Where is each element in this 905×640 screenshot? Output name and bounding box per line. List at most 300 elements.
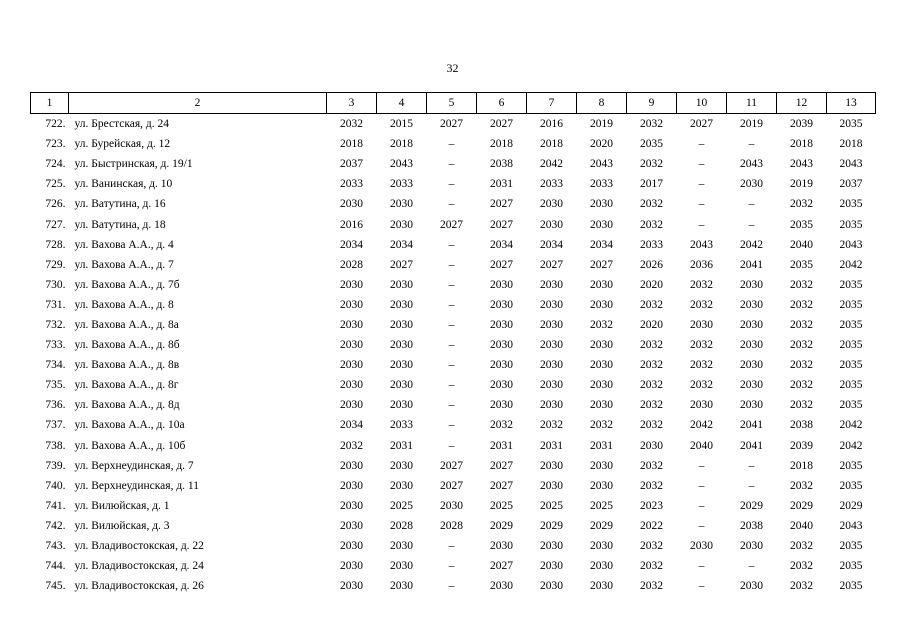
year-cell: 2034 bbox=[590, 238, 613, 251]
year-cell: 2042 bbox=[740, 238, 763, 251]
year-cell: 2018 bbox=[839, 138, 863, 151]
year-cell: 2030 bbox=[590, 540, 613, 553]
year-cell: 2032 bbox=[640, 158, 663, 171]
page-number: 32 bbox=[446, 61, 459, 75]
year-cell: 2041 bbox=[740, 258, 763, 271]
year-cell: 2015 bbox=[390, 118, 413, 131]
year-cell: 2032 bbox=[790, 339, 813, 352]
year-cell: 2040 bbox=[790, 238, 813, 251]
address-cell: ул. Вахова А.А., д. 8д bbox=[74, 399, 180, 412]
year-cell: 2032 bbox=[790, 479, 813, 492]
year-cell: 2030 bbox=[540, 318, 563, 331]
table-row bbox=[31, 154, 876, 174]
year-cell: 2037 bbox=[839, 178, 863, 191]
year-cell: 2043 bbox=[839, 519, 863, 532]
year-cell: 2030 bbox=[740, 178, 763, 191]
year-cell: 2032 bbox=[790, 560, 813, 573]
year-cell: 2038 bbox=[790, 419, 813, 432]
year-cell: – bbox=[448, 540, 455, 553]
row-number: 725. bbox=[45, 178, 66, 191]
table-row bbox=[31, 415, 876, 435]
year-cell: 2037 bbox=[340, 158, 363, 171]
year-cell: 2032 bbox=[640, 298, 663, 311]
row-number: 733. bbox=[45, 339, 66, 352]
year-cell: 2035 bbox=[839, 298, 863, 311]
year-cell: 2038 bbox=[490, 158, 513, 171]
year-cell: 2032 bbox=[690, 298, 713, 311]
year-cell: 2039 bbox=[790, 439, 813, 452]
year-cell: 2030 bbox=[490, 540, 513, 553]
table-body bbox=[31, 114, 876, 597]
year-cell: 2030 bbox=[490, 298, 513, 311]
year-cell: 2030 bbox=[740, 399, 763, 412]
address-cell: ул. Бурейская, д. 12 bbox=[74, 138, 171, 151]
year-cell: 2043 bbox=[390, 158, 413, 171]
row-number: 741. bbox=[45, 499, 66, 512]
year-cell: 2030 bbox=[740, 540, 763, 553]
year-cell: 2030 bbox=[390, 399, 413, 412]
year-cell: – bbox=[448, 379, 455, 392]
year-cell: 2032 bbox=[640, 540, 663, 553]
year-cell: 2030 bbox=[340, 459, 363, 472]
year-cell: 2042 bbox=[540, 158, 563, 171]
year-cell: 2030 bbox=[740, 580, 763, 593]
address-cell: ул. Вахова А.А., д. 8а bbox=[74, 318, 179, 331]
row-number: 734. bbox=[45, 359, 66, 372]
year-cell: 2030 bbox=[540, 198, 563, 211]
row-number: 727. bbox=[45, 218, 66, 231]
year-cell: 2030 bbox=[390, 560, 413, 573]
year-cell: 2030 bbox=[490, 359, 513, 372]
year-cell: 2028 bbox=[340, 258, 363, 271]
year-cell: 2030 bbox=[590, 278, 613, 291]
year-cell: 2030 bbox=[340, 580, 363, 593]
year-cell: 2035 bbox=[839, 318, 863, 331]
year-cell: 2027 bbox=[390, 258, 413, 271]
year-cell: – bbox=[448, 439, 455, 452]
year-cell: – bbox=[448, 278, 455, 291]
year-cell: 2034 bbox=[340, 238, 363, 251]
year-cell: 2030 bbox=[340, 540, 363, 553]
row-number: 737. bbox=[45, 419, 66, 432]
column-header-2: 2 bbox=[69, 93, 327, 114]
address-cell: ул. Вахова А.А., д. 8 bbox=[74, 298, 174, 311]
year-cell: 2031 bbox=[540, 439, 563, 452]
year-cell: 2030 bbox=[540, 218, 563, 231]
year-cell: 2030 bbox=[590, 459, 613, 472]
year-cell: – bbox=[698, 198, 705, 211]
table-row bbox=[31, 436, 876, 456]
address-cell: ул. Вахова А.А., д. 10б bbox=[74, 439, 186, 452]
year-cell: – bbox=[448, 158, 455, 171]
year-cell: 2033 bbox=[540, 178, 563, 191]
year-cell: 2040 bbox=[790, 519, 813, 532]
row-number: 729. bbox=[45, 258, 66, 271]
year-cell: 2031 bbox=[590, 439, 613, 452]
year-cell: 2032 bbox=[790, 580, 813, 593]
row-number: 745. bbox=[45, 580, 66, 593]
year-cell: – bbox=[448, 580, 455, 593]
year-cell: 2035 bbox=[839, 580, 863, 593]
year-cell: 2029 bbox=[540, 519, 563, 532]
address-cell: ул. Владивостокская, д. 24 bbox=[74, 560, 204, 573]
year-cell: 2030 bbox=[390, 198, 413, 211]
year-cell: 2027 bbox=[490, 198, 513, 211]
row-number: 738. bbox=[45, 439, 66, 452]
year-cell: 2032 bbox=[640, 419, 663, 432]
year-cell: 2031 bbox=[490, 439, 513, 452]
year-cell: 2030 bbox=[390, 580, 413, 593]
year-cell: – bbox=[748, 198, 755, 211]
year-cell: 2030 bbox=[540, 479, 563, 492]
year-cell: 2032 bbox=[640, 198, 663, 211]
year-cell: 2030 bbox=[490, 339, 513, 352]
year-cell: 2030 bbox=[490, 278, 513, 291]
table-row bbox=[31, 395, 876, 415]
year-cell: 2039 bbox=[790, 118, 813, 131]
address-cell: ул. Вахова А.А., д. 8г bbox=[74, 379, 179, 392]
year-cell: 2030 bbox=[740, 278, 763, 291]
year-cell: 2034 bbox=[390, 238, 413, 251]
row-number: 742. bbox=[45, 519, 66, 532]
row-number: 726. bbox=[45, 198, 66, 211]
year-cell: 2032 bbox=[490, 419, 513, 432]
year-cell: 2018 bbox=[790, 459, 813, 472]
year-cell: 2022 bbox=[640, 519, 663, 532]
year-cell: 2030 bbox=[540, 560, 563, 573]
column-header-13: 13 bbox=[827, 93, 876, 114]
table-row bbox=[31, 375, 876, 395]
table-header bbox=[31, 93, 876, 114]
address-cell: ул. Ватутина, д. 18 bbox=[74, 218, 166, 231]
year-cell: 2040 bbox=[690, 439, 713, 452]
table-row bbox=[31, 476, 876, 496]
year-cell: 2043 bbox=[590, 158, 613, 171]
address-cell: ул. Вахова А.А., д. 10а bbox=[74, 419, 185, 432]
year-cell: 2030 bbox=[590, 479, 613, 492]
year-cell: 2031 bbox=[490, 178, 513, 191]
year-cell: 2034 bbox=[490, 238, 513, 251]
year-cell: 2027 bbox=[490, 459, 513, 472]
year-cell: 2043 bbox=[740, 158, 763, 171]
year-cell: 2032 bbox=[640, 560, 663, 573]
year-cell: 2027 bbox=[440, 118, 463, 131]
year-cell: 2020 bbox=[640, 318, 663, 331]
year-cell: 2035 bbox=[790, 258, 813, 271]
year-cell: 2018 bbox=[790, 138, 813, 151]
year-cell: 2030 bbox=[590, 379, 613, 392]
year-cell: 2020 bbox=[590, 138, 613, 151]
year-cell: – bbox=[448, 560, 455, 573]
year-cell: 2030 bbox=[340, 359, 363, 372]
year-cell: 2025 bbox=[590, 499, 613, 512]
year-cell: 2030 bbox=[740, 379, 763, 392]
table-row bbox=[31, 174, 876, 194]
year-cell: 2030 bbox=[340, 399, 363, 412]
column-header-4: 4 bbox=[377, 93, 427, 114]
year-cell: 2029 bbox=[790, 499, 813, 512]
year-cell: 2032 bbox=[590, 419, 613, 432]
year-cell: – bbox=[448, 339, 455, 352]
year-cell: 2030 bbox=[490, 379, 513, 392]
address-cell: ул. Верхнеудинская, д. 7 bbox=[74, 459, 194, 472]
year-cell: 2032 bbox=[790, 540, 813, 553]
table-row bbox=[31, 295, 876, 315]
year-cell: – bbox=[448, 419, 455, 432]
year-cell: 2025 bbox=[390, 499, 413, 512]
table-row bbox=[31, 114, 876, 135]
year-cell: 2030 bbox=[740, 359, 763, 372]
year-cell: 2035 bbox=[790, 218, 813, 231]
address-cell: ул. Владивостокская, д. 26 bbox=[74, 580, 204, 593]
column-header-9: 9 bbox=[627, 93, 677, 114]
year-cell: 2035 bbox=[839, 218, 863, 231]
table-row bbox=[31, 214, 876, 234]
year-cell: 2029 bbox=[590, 519, 613, 532]
year-cell: 2030 bbox=[640, 439, 663, 452]
column-header-6: 6 bbox=[477, 93, 527, 114]
year-cell: 2027 bbox=[590, 258, 613, 271]
address-cell: ул. Брестская, д. 24 bbox=[74, 118, 170, 131]
year-cell: 2027 bbox=[440, 479, 463, 492]
table-row bbox=[31, 194, 876, 214]
year-cell: 2030 bbox=[690, 318, 713, 331]
year-cell: 2030 bbox=[590, 580, 613, 593]
table-row bbox=[31, 576, 876, 596]
year-cell: 2032 bbox=[590, 318, 613, 331]
row-number: 735. bbox=[45, 379, 66, 392]
year-cell: 2030 bbox=[540, 359, 563, 372]
year-cell: 2035 bbox=[839, 459, 863, 472]
year-cell: 2030 bbox=[340, 379, 363, 392]
year-cell: 2036 bbox=[690, 258, 713, 271]
year-cell: 2035 bbox=[640, 138, 663, 151]
year-cell: – bbox=[748, 560, 755, 573]
year-cell: 2019 bbox=[740, 118, 763, 131]
year-cell: 2035 bbox=[839, 339, 863, 352]
year-cell: – bbox=[698, 178, 705, 191]
year-cell: 2042 bbox=[839, 419, 863, 432]
year-cell: 2027 bbox=[440, 218, 463, 231]
year-cell: 2030 bbox=[590, 218, 613, 231]
year-cell: 2033 bbox=[590, 178, 613, 191]
address-cell: ул. Вахова А.А., д. 8в bbox=[74, 359, 180, 372]
year-cell: – bbox=[698, 519, 705, 532]
year-cell: 2034 bbox=[340, 419, 363, 432]
row-number: 722. bbox=[45, 118, 66, 131]
year-cell: 2027 bbox=[490, 118, 513, 131]
year-cell: 2032 bbox=[640, 379, 663, 392]
year-cell: 2043 bbox=[839, 158, 863, 171]
year-cell: 2042 bbox=[839, 439, 863, 452]
column-header-8: 8 bbox=[577, 93, 627, 114]
year-cell: 2030 bbox=[490, 580, 513, 593]
address-cell: ул. Вахова А.А., д. 7б bbox=[74, 278, 180, 291]
year-cell: – bbox=[448, 238, 455, 251]
year-cell: 2017 bbox=[640, 178, 663, 191]
year-cell: 2016 bbox=[340, 218, 363, 231]
year-cell: 2035 bbox=[839, 479, 863, 492]
year-cell: 2032 bbox=[640, 479, 663, 492]
year-cell: 2029 bbox=[839, 499, 863, 512]
year-cell: 2026 bbox=[640, 258, 663, 271]
address-cell: ул. Быстринская, д. 19/1 bbox=[74, 158, 193, 171]
year-cell: 2032 bbox=[340, 439, 363, 452]
address-cell: ул. Вахова А.А., д. 8б bbox=[74, 339, 180, 352]
row-number: 732. bbox=[45, 318, 66, 331]
column-header-12: 12 bbox=[777, 93, 827, 114]
year-cell: 2030 bbox=[540, 580, 563, 593]
schedule-table bbox=[30, 92, 876, 596]
year-cell: 2032 bbox=[640, 359, 663, 372]
year-cell: 2034 bbox=[540, 238, 563, 251]
row-number: 736. bbox=[45, 399, 66, 412]
year-cell: – bbox=[448, 198, 455, 211]
year-cell: 2032 bbox=[340, 118, 363, 131]
year-cell: 2042 bbox=[839, 258, 863, 271]
year-cell: 2032 bbox=[690, 359, 713, 372]
year-cell: 2032 bbox=[790, 198, 813, 211]
address-cell: ул. Вилюйская, д. 1 bbox=[74, 499, 170, 512]
year-cell: 2029 bbox=[740, 499, 763, 512]
year-cell: 2030 bbox=[540, 459, 563, 472]
table-row bbox=[31, 536, 876, 556]
year-cell: 2030 bbox=[340, 560, 363, 573]
table-row bbox=[31, 134, 876, 154]
column-header-10: 10 bbox=[677, 93, 727, 114]
row-number: 740. bbox=[45, 479, 66, 492]
year-cell: 2030 bbox=[390, 359, 413, 372]
column-header-5: 5 bbox=[427, 93, 477, 114]
year-cell: 2028 bbox=[390, 519, 413, 532]
year-cell: 2029 bbox=[490, 519, 513, 532]
row-number: 739. bbox=[45, 459, 66, 472]
address-cell: ул. Ванинская, д. 10 bbox=[74, 178, 173, 191]
year-cell: – bbox=[748, 479, 755, 492]
year-cell: – bbox=[698, 479, 705, 492]
year-cell: 2030 bbox=[740, 339, 763, 352]
header-row bbox=[31, 93, 876, 114]
year-cell: 2030 bbox=[340, 278, 363, 291]
table-row bbox=[31, 315, 876, 335]
year-cell: 2030 bbox=[390, 278, 413, 291]
year-cell: 2030 bbox=[740, 298, 763, 311]
year-cell: 2030 bbox=[590, 359, 613, 372]
year-cell: – bbox=[448, 258, 455, 271]
year-cell: – bbox=[698, 580, 705, 593]
year-cell: 2030 bbox=[540, 339, 563, 352]
year-cell: – bbox=[698, 218, 705, 231]
year-cell: 2030 bbox=[390, 218, 413, 231]
year-cell: 2035 bbox=[839, 560, 863, 573]
row-number: 724. bbox=[45, 158, 66, 171]
year-cell: 2030 bbox=[590, 298, 613, 311]
year-cell: 2030 bbox=[390, 479, 413, 492]
year-cell: 2032 bbox=[790, 359, 813, 372]
year-cell: 2030 bbox=[340, 339, 363, 352]
year-cell: – bbox=[448, 399, 455, 412]
year-cell: 2030 bbox=[540, 278, 563, 291]
year-cell: 2030 bbox=[490, 399, 513, 412]
year-cell: 2032 bbox=[640, 339, 663, 352]
year-cell: 2032 bbox=[690, 278, 713, 291]
year-cell: – bbox=[448, 359, 455, 372]
table-row bbox=[31, 456, 876, 476]
year-cell: 2018 bbox=[390, 138, 413, 151]
address-cell: ул. Владивостокская, д. 22 bbox=[74, 540, 204, 553]
table-row bbox=[31, 335, 876, 355]
year-cell: 2032 bbox=[690, 339, 713, 352]
year-cell: 2030 bbox=[540, 399, 563, 412]
year-cell: 2041 bbox=[740, 419, 763, 432]
year-cell: 2020 bbox=[640, 278, 663, 291]
year-cell: 2030 bbox=[540, 379, 563, 392]
address-cell: ул. Верхнеудинская, д. 11 bbox=[74, 479, 200, 492]
year-cell: 2032 bbox=[790, 278, 813, 291]
year-cell: 2038 bbox=[740, 519, 763, 532]
year-cell: 2025 bbox=[490, 499, 513, 512]
year-cell: 2032 bbox=[790, 318, 813, 331]
year-cell: 2031 bbox=[390, 439, 413, 452]
year-cell: 2030 bbox=[390, 379, 413, 392]
year-cell: 2035 bbox=[839, 278, 863, 291]
year-cell: – bbox=[698, 459, 705, 472]
year-cell: 2043 bbox=[839, 238, 863, 251]
year-cell: 2030 bbox=[440, 499, 463, 512]
year-cell: 2025 bbox=[540, 499, 563, 512]
year-cell: 2019 bbox=[790, 178, 813, 191]
row-number: 728. bbox=[45, 238, 66, 251]
address-cell: ул. Вилюйская, д. 3 bbox=[74, 519, 170, 532]
year-cell: 2042 bbox=[690, 419, 713, 432]
year-cell: 2043 bbox=[690, 238, 713, 251]
year-cell: 2032 bbox=[790, 399, 813, 412]
year-cell: 2030 bbox=[340, 318, 363, 331]
table-row bbox=[31, 255, 876, 275]
table-row bbox=[31, 355, 876, 375]
table-row bbox=[31, 275, 876, 295]
year-cell: 2035 bbox=[839, 379, 863, 392]
year-cell: 2032 bbox=[640, 118, 663, 131]
year-cell: 2032 bbox=[640, 580, 663, 593]
year-cell: 2030 bbox=[390, 298, 413, 311]
year-cell: 2030 bbox=[390, 318, 413, 331]
year-cell: 2027 bbox=[490, 258, 513, 271]
year-cell: – bbox=[698, 138, 705, 151]
year-cell: 2027 bbox=[690, 118, 713, 131]
year-cell: 2032 bbox=[640, 399, 663, 412]
year-cell: 2027 bbox=[540, 258, 563, 271]
year-cell: 2030 bbox=[390, 540, 413, 553]
year-cell: – bbox=[698, 560, 705, 573]
year-cell: 2032 bbox=[540, 419, 563, 432]
year-cell: 2030 bbox=[340, 298, 363, 311]
year-cell: 2030 bbox=[690, 540, 713, 553]
year-cell: 2043 bbox=[790, 158, 813, 171]
year-cell: – bbox=[448, 178, 455, 191]
year-cell: 2035 bbox=[839, 540, 863, 553]
year-cell: 2030 bbox=[540, 298, 563, 311]
year-cell: 2032 bbox=[690, 379, 713, 392]
year-cell: – bbox=[448, 138, 455, 151]
year-cell: – bbox=[448, 318, 455, 331]
year-cell: 2030 bbox=[340, 499, 363, 512]
row-number: 730. bbox=[45, 278, 66, 291]
year-cell: 2032 bbox=[790, 379, 813, 392]
year-cell: 2030 bbox=[340, 519, 363, 532]
year-cell: 2027 bbox=[490, 218, 513, 231]
year-cell: 2035 bbox=[839, 399, 863, 412]
